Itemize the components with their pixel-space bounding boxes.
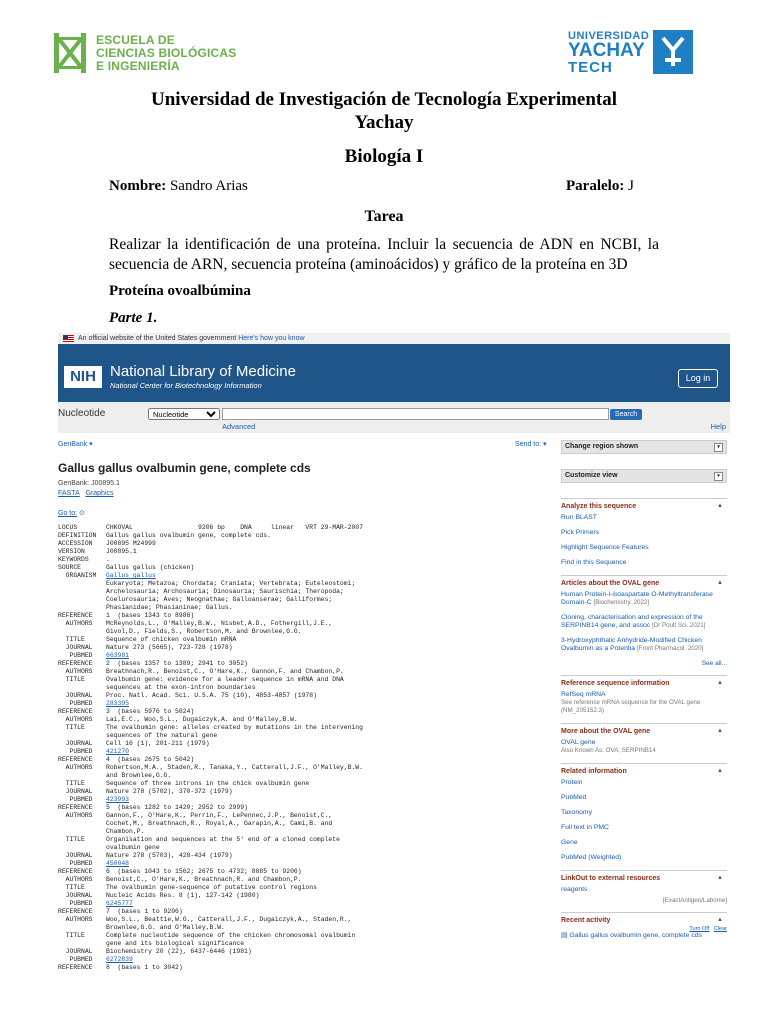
highlight-features-link[interactable]: Highlight Sequence Features <box>561 544 649 551</box>
paralelo <box>566 178 634 195</box>
record-line <box>58 676 558 684</box>
record-value: 2 (bases 1357 to 1389; 2941 to 3052) <box>106 660 248 667</box>
yachay-mark-icon <box>653 30 693 74</box>
school-logo-line: E INGENIERÍA <box>96 58 180 73</box>
fasta-link[interactable]: FASTA <box>58 490 80 497</box>
related-link[interactable]: Full text in PMC <box>561 824 609 831</box>
record-key: PUBMED <box>58 652 93 659</box>
record-value: Benoist,C., O'Hare,K., Breathnach,R. and Chambon,P. <box>106 876 302 883</box>
collapse-icon[interactable]: ▲ <box>717 728 723 734</box>
record-value: Breathnach,R., Benoist,C., O'Hare,K., Gannon,F. and Chambon,P. <box>106 668 344 675</box>
chevron-down-icon: ▾ <box>89 441 93 448</box>
chevron-down-icon: ▾ <box>714 443 723 452</box>
record-key <box>58 580 106 588</box>
university-logo <box>568 28 693 76</box>
part-heading: Parte 1. <box>109 310 158 326</box>
related-link[interactable]: Gene <box>561 839 578 846</box>
record-key: TITLE <box>58 932 85 939</box>
record-line <box>58 532 558 540</box>
record-line <box>58 732 558 740</box>
help-link[interactable]: Help <box>710 422 726 431</box>
panel-label: Change region shown <box>565 443 639 450</box>
record-value: Gallus gallus (chicken) <box>106 564 195 571</box>
school-logo <box>52 30 236 76</box>
record-value[interactable]: Gallus gallus <box>106 572 156 579</box>
gene-label: OVAL gene <box>561 739 596 746</box>
record-line <box>58 556 558 564</box>
recent-item-label: Gallus gallus ovalbumin gene, complete cds <box>569 932 702 939</box>
record-line <box>58 804 558 812</box>
nlm-subtitle: National Center for Biotechnology Information <box>110 381 262 390</box>
record-line <box>58 756 558 764</box>
name-label: Nombre: <box>109 178 167 194</box>
record-title: Gallus gallus ovalbumin gene, complete cds <box>58 461 311 475</box>
record-value[interactable]: 663981 <box>106 652 130 659</box>
record-key <box>58 844 106 852</box>
section-title: Analyze this sequence <box>561 503 637 510</box>
search-db-label: Nucleotide <box>58 408 106 419</box>
record-line <box>58 620 558 628</box>
record-key <box>58 828 106 836</box>
refseq-section <box>561 675 727 715</box>
see-all-link[interactable]: See all... <box>701 660 727 667</box>
record-key: PUBMED <box>58 900 93 907</box>
record-key: REFERENCE <box>58 660 93 667</box>
record-line <box>58 820 558 828</box>
nlm-header <box>58 344 730 402</box>
record-key <box>58 820 106 828</box>
student-name <box>109 178 248 195</box>
record-value: 5 (bases 1282 to 1420; 2952 to 2999) <box>106 804 248 811</box>
record-value: 3 (bases 5976 to 5024) <box>106 708 195 715</box>
graphics-link[interactable]: Graphics <box>85 490 114 497</box>
record-line <box>58 652 558 660</box>
record-line <box>58 540 558 548</box>
record-key: AUTHORS <box>58 812 93 819</box>
record-line <box>58 796 558 804</box>
record-line <box>58 836 558 844</box>
record-value[interactable]: 6245777 <box>106 900 133 907</box>
article-title: Cloning, characterisation and expression of the SERPINB14 gene, and assoc <box>561 614 703 629</box>
record-line <box>58 596 558 604</box>
record-key: TITLE <box>58 636 85 643</box>
record-line <box>58 564 558 572</box>
record-line <box>58 580 558 588</box>
related-link[interactable]: PubMed <box>561 794 587 801</box>
record-key: PUBMED <box>58 956 93 963</box>
record-line <box>58 908 558 916</box>
school-logo-line: CIENCIAS BIOLÓGICAS <box>96 45 237 60</box>
record-key: REFERENCE <box>58 708 93 715</box>
record-line <box>58 668 558 676</box>
record-value: Biochemistry 20 (22), 6437-6446 (1981) <box>106 948 252 955</box>
record-value: Brownlee,G.G. and O'Malley,B.W. <box>106 924 225 931</box>
instructions: Realizar la identificación de una proteína. Incluir la secuencia de ADN en NCBI, la secuencia de ARN, secuencia proteína (aminoácidos) y gráfico de la proteína en 3D <box>109 236 659 273</box>
section-heading: Tarea <box>364 208 404 225</box>
clear-link[interactable]: Clear <box>713 926 727 932</box>
record-value: Proc. Natl. Acad. Sci. U.S.A. 75 (10), 4853-4857 (1978) <box>106 692 317 699</box>
record-line <box>58 684 558 692</box>
collapse-icon[interactable]: ▲ <box>717 917 723 923</box>
record-key: PUBMED <box>58 860 93 867</box>
accession-line: GenBank: J00895.1 <box>58 480 120 487</box>
record-key: LOCUS <box>58 524 78 531</box>
protein-heading: Proteína ovoalbúmina <box>109 283 251 299</box>
turn-off-link[interactable]: Turn Off <box>689 926 710 932</box>
record-line <box>58 812 558 820</box>
collapse-icon[interactable]: ▲ <box>717 503 723 509</box>
record-key: AUTHORS <box>58 620 93 627</box>
document-title <box>0 88 768 134</box>
record-key: REFERENCE <box>58 908 93 915</box>
record-line <box>58 548 558 556</box>
record-line <box>58 572 558 580</box>
record-key: TITLE <box>58 780 85 787</box>
record-key: REFERENCE <box>58 868 93 875</box>
articles-section <box>561 575 727 667</box>
record-value: CHKOVAL 9206 bp DNA linear VRT 29-MAR-2007 <box>106 524 363 531</box>
document-icon: ▤ <box>561 932 568 939</box>
record-value: Nature 278 (5703), 428-434 (1979) <box>106 852 233 859</box>
record-value: Complete nucleotide sequence of the chicken chromosomal ovalbumin <box>106 932 356 939</box>
record-value: Ovalbumin gene: evidence for a leader sequence in mRNA and DNA <box>106 676 344 683</box>
record-value: Lai,E.C., Woo,S.L., Dugaiczyk,A. and O'Malley,B.W. <box>106 716 298 723</box>
record-key: PUBMED <box>58 796 93 803</box>
record-value: gene and its biological significance <box>106 940 245 947</box>
record-key: JOURNAL <box>58 788 93 795</box>
record-value: Coelurosauria; Aves; Neognathae; Galloanserae; Galliformes; <box>106 596 333 603</box>
section-title: Reference sequence information <box>561 680 670 687</box>
record-key: VERSION <box>58 548 85 555</box>
record-line <box>58 748 558 756</box>
record-line <box>58 716 558 724</box>
send-to-label: Send to: <box>515 441 542 448</box>
section-title: Recent activity <box>561 917 611 924</box>
record-line <box>58 860 558 868</box>
us-flag-icon <box>63 335 74 342</box>
record-line <box>58 708 558 716</box>
record-line <box>58 932 558 940</box>
name-value: Sandro Arias <box>169 178 248 194</box>
subject-heading: Biología I <box>344 146 424 167</box>
record-key: ORGANISM <box>58 572 97 579</box>
search-bar <box>58 402 730 433</box>
format-menu[interactable] <box>58 440 93 448</box>
record-line <box>58 700 558 708</box>
collapse-icon[interactable]: ▲ <box>717 680 723 686</box>
search-input[interactable] <box>222 408 609 420</box>
chevron-down-icon: ▾ <box>543 441 547 448</box>
refseq-note: See reference mRNA sequence for the OVAL gene (NM_205152.3) <box>561 699 701 714</box>
record-key <box>58 772 106 780</box>
paralelo-label: Paralelo: <box>566 178 625 194</box>
record-value[interactable]: 283395 <box>106 700 130 707</box>
record-value: 7 (bases 1 to 9206) <box>106 908 183 915</box>
record-value: Nucleic Acids Res. 8 (1), 127-142 (1980) <box>106 892 260 899</box>
record-value: 8 (bases 1 to 3042) <box>106 964 183 971</box>
university-logo-line: YACHAY <box>568 39 645 61</box>
record-value: Nature 273 (5665), 723-728 (1978) <box>106 644 233 651</box>
record-key: AUTHORS <box>58 916 93 923</box>
search-button[interactable]: Search <box>610 409 642 420</box>
genbank-record <box>58 524 558 972</box>
article-source: [Dr Poult Sci. 2021] <box>652 622 706 629</box>
record-value: J00895 M24999 <box>106 540 156 547</box>
record-key: JOURNAL <box>58 948 93 955</box>
record-line <box>58 876 558 884</box>
record-value: Robertson,M.A., Staden,R., Tanaka,Y., Catterall,J.F., O'Malley,B.W. <box>106 764 363 771</box>
record-key <box>58 940 106 948</box>
related-section <box>561 763 727 862</box>
refseq-link[interactable] <box>561 691 727 715</box>
panel-label: Customize view <box>565 472 618 479</box>
record-key <box>58 924 106 932</box>
record-value: sequences of the natural gene <box>106 732 218 739</box>
record-key: AUTHORS <box>58 876 93 883</box>
record-line <box>58 588 558 596</box>
record-value[interactable]: 423993 <box>106 796 130 803</box>
goto-label: Go to: <box>58 510 78 517</box>
record-key: KEYWORDS <box>58 556 89 563</box>
record-line <box>58 828 558 836</box>
section-title: Articles about the OVAL gene <box>561 580 660 587</box>
record-line <box>58 892 558 900</box>
record-value[interactable]: 6272839 <box>106 956 133 963</box>
change-region-panel[interactable] <box>561 440 727 454</box>
record-key: TITLE <box>58 884 85 891</box>
record-value: J00895.1 <box>106 548 137 555</box>
recent-item-link[interactable] <box>561 932 727 940</box>
record-line <box>58 636 558 644</box>
record-line <box>58 628 558 636</box>
record-key: REFERENCE <box>58 804 93 811</box>
linkout-note: [ExactAntigen/Labome] <box>663 897 727 904</box>
record-value[interactable]: 450048 <box>106 860 130 867</box>
record-line <box>58 916 558 924</box>
linkout-section <box>561 870 727 904</box>
article-source: [Biochemistry. 2022] <box>593 599 650 606</box>
record-key <box>58 588 106 596</box>
record-links <box>58 490 114 497</box>
collapse-icon[interactable]: ▲ <box>717 580 723 586</box>
record-line <box>58 844 558 852</box>
find-in-sequence-link[interactable]: Find in this Sequence <box>561 559 627 566</box>
section-title: Related information <box>561 768 627 775</box>
record-key: REFERENCE <box>58 756 93 763</box>
send-to-menu[interactable] <box>515 440 547 448</box>
ncbi-screenshot <box>58 333 730 1024</box>
record-line <box>58 868 558 876</box>
record-key: JOURNAL <box>58 692 93 699</box>
record-value: ovalbumin gene <box>106 844 160 851</box>
record-value: McReynolds,L., O'Malley,B.W., Nisbet,A.D., Fothergill,J.E., <box>106 620 333 627</box>
gene-aliases: Also Known As: OVA; SERPINB14 <box>561 747 656 754</box>
run-blast-link[interactable]: Run BLAST <box>561 514 597 521</box>
record-line <box>58 900 558 908</box>
record-value: sequences at the exon-intron boundaries <box>106 684 256 691</box>
article-source: [Front Pharmacol. 2020] <box>636 645 704 652</box>
record-value: 4 (bases 2675 to 5042) <box>106 756 195 763</box>
record-key: TITLE <box>58 676 85 683</box>
record-key: DEFINITION <box>58 532 97 539</box>
record-value: Organisation and sequences at the 5' end of a cloned complete <box>106 836 340 843</box>
record-value: Cochet,M., Breathnach,R., Royal,A., Garapin,A., Cami,B. and <box>106 820 333 827</box>
nih-logo[interactable]: NIH <box>64 366 102 388</box>
record-line <box>58 612 558 620</box>
article-title: Human Protein-l-isoaspartate O-Methyltransferase Domain-C <box>561 591 713 606</box>
record-value: Phasianidae; Phasianinae; Gallus. <box>106 604 233 611</box>
pick-primers-link[interactable]: Pick Primers <box>561 529 600 536</box>
gov-banner-link[interactable]: Here's how you know <box>238 335 305 342</box>
record-value: and Brownlee,G.G. <box>106 772 172 779</box>
record-line <box>58 852 558 860</box>
record-key: AUTHORS <box>58 716 93 723</box>
article-link[interactable] <box>561 591 727 607</box>
section-title: LinkOut to external resources <box>561 875 661 882</box>
record-key: REFERENCE <box>58 612 93 619</box>
record-value: The ovalbumin gene-sequence of putative control regions <box>106 884 317 891</box>
record-key: TITLE <box>58 836 85 843</box>
school-logo-line: ESCUELA DE <box>96 32 175 47</box>
goto-menu[interactable] <box>58 509 85 517</box>
record-line <box>58 780 558 788</box>
related-link[interactable]: Taxonomy <box>561 809 592 816</box>
record-value: Archelosauria; Archosauria; Dinosauria; Saurischia; Theropoda; <box>106 588 344 595</box>
record-line <box>58 724 558 732</box>
record-line <box>58 788 558 796</box>
dna-logo-icon <box>52 31 88 75</box>
record-line <box>58 772 558 780</box>
oval-gene-link[interactable] <box>561 739 727 755</box>
record-value: Gannon,F., O'Hare,K., Perrin,F., LePennec,J.P., Benoist,C., <box>106 812 333 819</box>
section-title: More about the OVAL gene <box>561 728 651 735</box>
record-value[interactable]: 421270 <box>106 748 130 755</box>
record-line <box>58 924 558 932</box>
gov-banner-text: An official website of the United States government <box>78 335 237 342</box>
record-key: PUBMED <box>58 700 93 707</box>
record-value: . <box>106 556 110 563</box>
record-key: JOURNAL <box>58 852 93 859</box>
record-key: ACCESSION <box>58 540 93 547</box>
record-value: Cell 16 (1), 201-211 (1979) <box>106 740 210 747</box>
collapse-icon[interactable]: ▲ <box>717 875 723 881</box>
record-value: 1 (bases 1343 to 8986) <box>106 612 195 619</box>
record-key: SOURCE <box>58 564 82 571</box>
university-logo-line: TECH <box>568 58 613 76</box>
record-key: AUTHORS <box>58 668 93 675</box>
record-line <box>58 692 558 700</box>
record-line <box>58 764 558 772</box>
record-key <box>58 732 106 740</box>
record-line <box>58 940 558 948</box>
related-link[interactable]: PubMed (Weighted) <box>561 854 622 861</box>
recent-activity-section <box>561 912 727 940</box>
record-value: Givol,D., Fields,S., Robertson,M. and Brownlee,G.G. <box>106 628 302 635</box>
record-line <box>58 948 558 956</box>
record-line <box>58 644 558 652</box>
record-line <box>58 660 558 668</box>
record-key <box>58 604 106 612</box>
article-link[interactable] <box>561 637 727 653</box>
sidebar <box>561 440 727 948</box>
record-value: Chambon,P. <box>106 828 145 835</box>
analyze-section <box>561 498 727 567</box>
record-value: Sequence of chicken ovalbumin mRNA <box>106 636 237 643</box>
related-link[interactable]: Protein <box>561 779 583 786</box>
reagents-link[interactable]: reagents <box>561 886 588 893</box>
university-logo-line: UNIVERSIDAD <box>568 29 650 42</box>
collapse-icon[interactable]: ▲ <box>717 768 723 774</box>
record-line <box>58 964 558 972</box>
record-key: JOURNAL <box>58 740 93 747</box>
record-line <box>58 524 558 532</box>
record-key <box>58 628 106 636</box>
login-button[interactable]: Log in <box>678 369 718 388</box>
title-line: Yachay <box>354 112 414 133</box>
record-key: AUTHORS <box>58 764 93 771</box>
article-link[interactable] <box>561 614 727 630</box>
advanced-link[interactable]: Advanced <box>222 422 256 431</box>
record-value: 6 (bases 1043 to 1562; 2675 to 4732; 8885 to 9206) <box>106 868 302 875</box>
record-line <box>58 884 558 892</box>
record-key: PUBMED <box>58 748 93 755</box>
nlm-title: National Library of Medicine <box>110 363 296 380</box>
paralelo-value: J <box>628 178 634 194</box>
record-key: JOURNAL <box>58 892 93 899</box>
title-line: Universidad de Investigación de Tecnología Experimental <box>150 89 618 110</box>
record-value: Gallus gallus ovalbumin gene, complete cds. <box>106 532 271 539</box>
record-key <box>58 596 106 604</box>
database-select[interactable] <box>148 408 220 420</box>
record-key: TITLE <box>58 724 85 731</box>
record-line <box>58 740 558 748</box>
record-key: JOURNAL <box>58 644 93 651</box>
record-value: Nature 278 (5702), 370-372 (1979) <box>106 788 233 795</box>
more-about-section <box>561 723 727 755</box>
gov-banner <box>58 333 730 344</box>
record-value: Sequence of three introns in the chick ovalbumin gene <box>106 780 310 787</box>
record-value: The ovalbumin gene: alleles created by mutations in the intervening <box>106 724 363 731</box>
chevron-down-icon: ⊙ <box>79 510 85 517</box>
record-key: REFERENCE <box>58 964 93 971</box>
record-line <box>58 604 558 612</box>
record-value: Eukaryota; Metazoa; Chordata; Craniata; Vertebrata; Euteleostomi; <box>106 580 356 587</box>
record-line <box>58 956 558 964</box>
refseq-label: RefSeq mRNA <box>561 691 606 698</box>
record-key <box>58 684 106 692</box>
customize-view-panel[interactable] <box>561 469 727 483</box>
format-label: GenBank <box>58 441 88 448</box>
record-value: Woo,S.L., Beattie,W.G., Catterall,J.F., Dugaiczyk,A., Staden,R., <box>106 916 352 923</box>
chevron-down-icon: ▾ <box>714 472 723 481</box>
article-title: 3-Hydroxyphthalic Anhydride-Modified Chicken Ovalbumin as a Potentia <box>561 637 702 652</box>
